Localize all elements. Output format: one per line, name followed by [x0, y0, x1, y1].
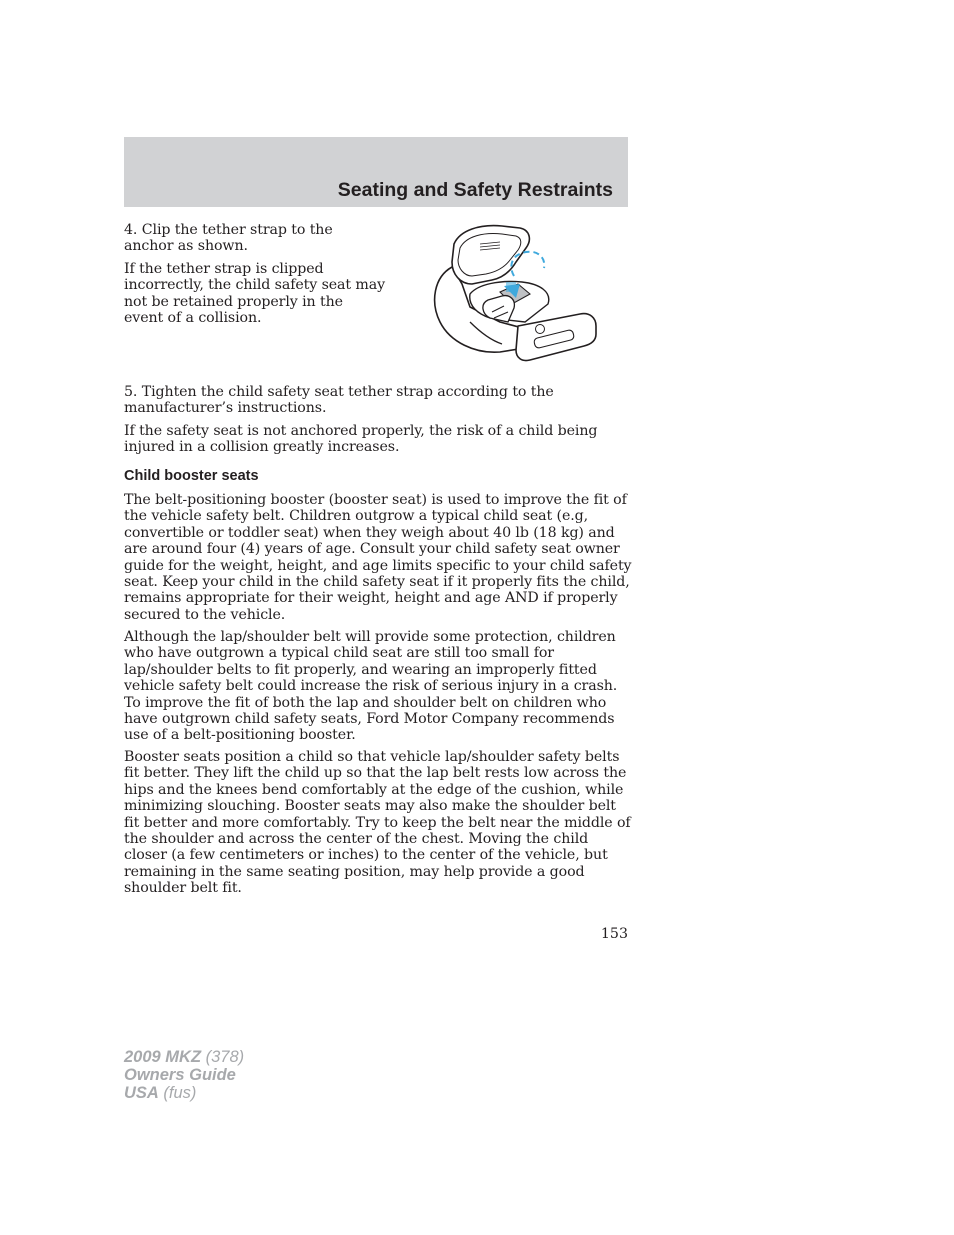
booster-paragraph-3: Booster seats position a child so that vehicle lap/shoulder safety belts fit better. They lift the child up so that the lap belt rests low across the hips and the knees bend comfortably at the edge of the cushion, while minimizing slouching. Booster seats may also make the shoulder belt fit better and more comfortably. Try to keep the belt near the middle of the shoulder and across the center of the chest. Moving the child closer (a few centimeters or inches) to the center of the vehicle, but remaining in the same seating position, may help provide a good shoulder belt fit.: [124, 749, 631, 897]
tether-anchor-clip-icon: [430, 222, 605, 367]
footer-model-code: (378): [201, 1048, 245, 1066]
section-header-band: [124, 137, 628, 207]
anchor-warning-text: If the safety seat is not anchored properly, the risk of a child being injured in a collision greatly increases.: [124, 423, 598, 456]
footer-model-line: [124, 1048, 244, 1066]
footer-guide-line: [124, 1066, 244, 1084]
tether-warning-text: If the tether strap is clipped incorrectly, the child safety seat may not be retained properly in the event of a collision.: [124, 261, 386, 327]
page-number: 153: [600, 926, 628, 942]
booster-paragraph-2: Although the lap/shoulder belt will provide some protection, children who have outgrown a typical child seat are still too small for lap/shoulder belts to fit properly, and wearing an improperly fitted vehicle safety belt could increase the risk of serious injury in a crash. To improve the fit of both the lap and shoulder belt on children who have outgrown child safety seats, Ford Motor Company recommends use of a belt-positioning booster.: [124, 629, 618, 744]
document-footer: [124, 1048, 244, 1102]
step-4-text: 4. Clip the tether strap to the anchor as shown.: [124, 222, 333, 255]
section-title: Seating and Safety Restraints: [337, 179, 613, 201]
footer-market-code: (fus): [158, 1084, 197, 1102]
booster-paragraph-1: The belt-positioning booster (booster seat) is used to improve the fit of the vehicle safety belt. Children outgrow a typical child seat (e.g, convertible or toddler seat) when they weigh about 40 lb (18 kg) and are around four (4) years of age. Consult your child safety seat owner guide for the weight, height, and age limits specific to your child safety seat. Keep your child in the child safety seat if it properly fits the child, remains appropriate for their weight, height and age AND if properly secured to the vehicle.: [124, 492, 632, 623]
footer-guide: Owners Guide: [124, 1066, 236, 1084]
step-5-text: 5. Tighten the child safety seat tether strap according to the manufacturer’s instructions.: [124, 384, 554, 417]
child-booster-seats-heading: Child booster seats: [124, 468, 259, 484]
footer-model: 2009 MKZ: [124, 1048, 202, 1066]
footer-market: USA: [124, 1084, 159, 1102]
footer-market-line: [124, 1084, 244, 1102]
